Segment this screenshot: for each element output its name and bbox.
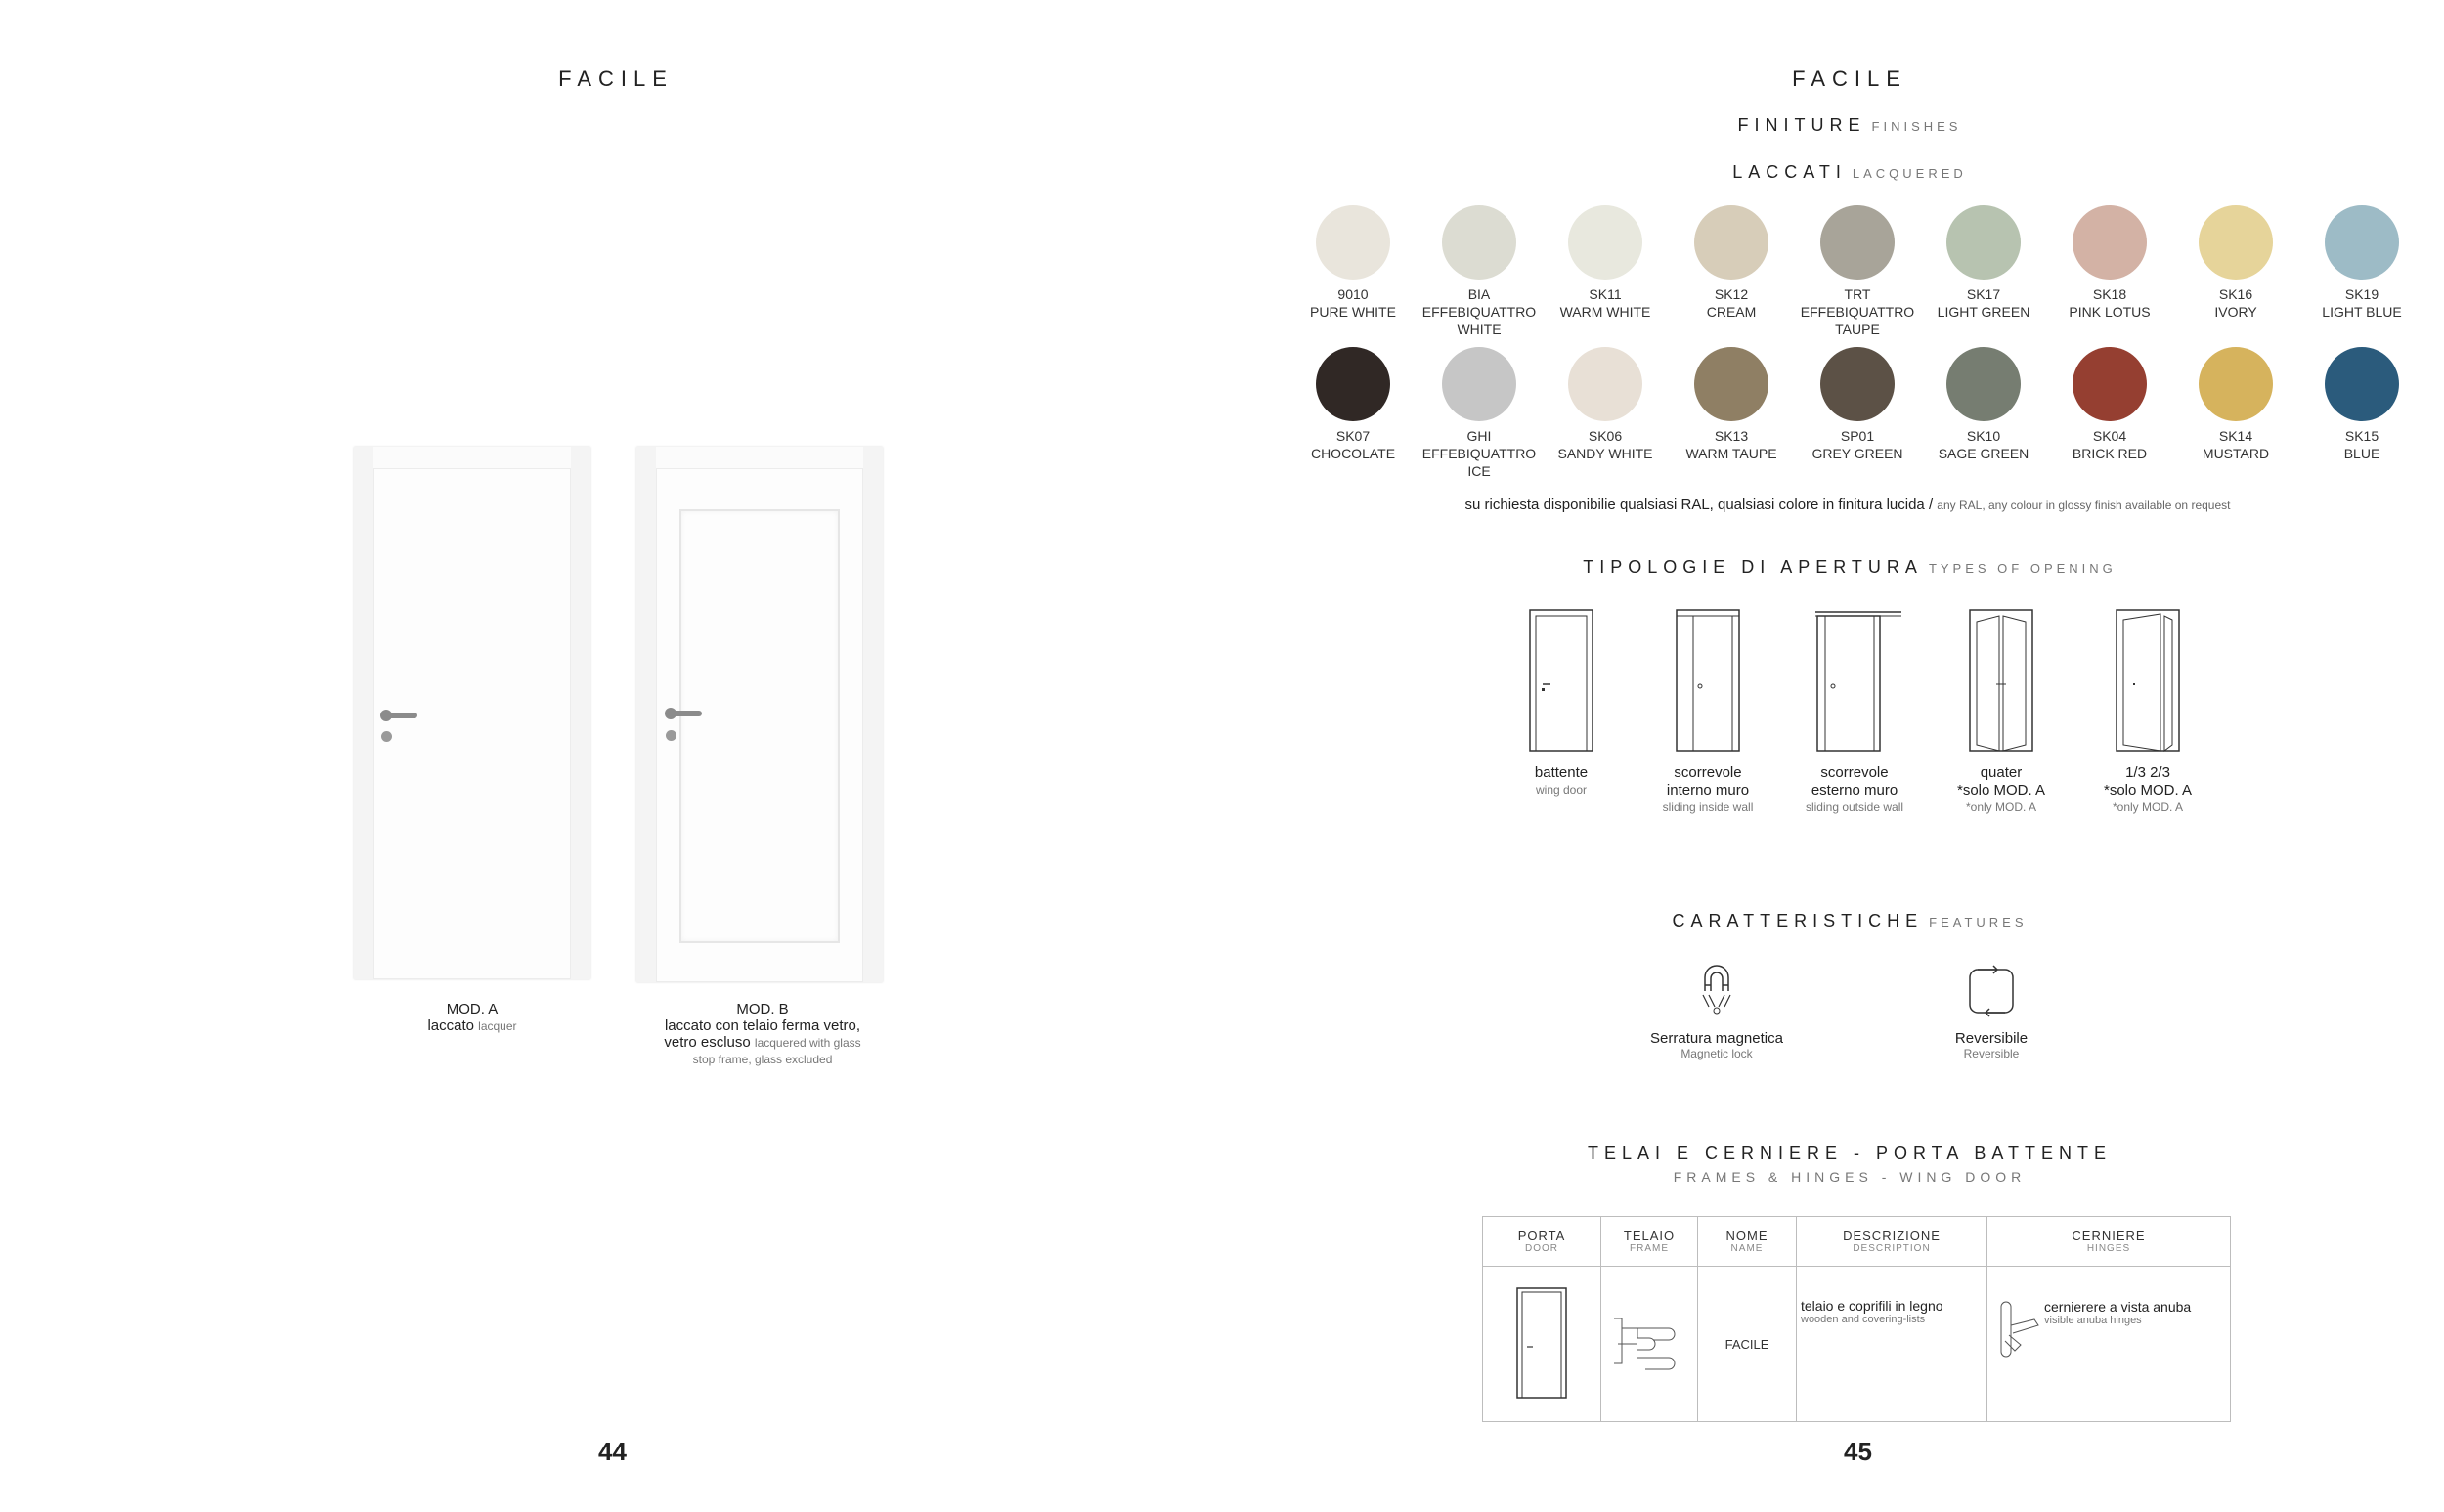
opening-type-wing bbox=[1488, 608, 1635, 798]
opening-heading bbox=[1459, 557, 2241, 578]
swatch-color-dot bbox=[1820, 205, 1895, 280]
frames-title: TELAI E CERNIERE - PORTA BATTENTE bbox=[1587, 1144, 2113, 1163]
swatch-code: GHI bbox=[1466, 428, 1492, 444]
opening-wing-l1: battente bbox=[1534, 764, 1589, 781]
ral-note-en: any RAL, any colour in glossy finish available on request bbox=[1937, 498, 2231, 512]
left-page-number: 44 bbox=[598, 1437, 627, 1466]
ral-note bbox=[1271, 497, 2424, 513]
door-mod-b-desc-line2: vetro escluso bbox=[664, 1034, 751, 1051]
col-frame: TELAIO FRAME bbox=[1601, 1217, 1698, 1267]
left-brand-title: FACILE bbox=[558, 66, 674, 91]
color-swatch bbox=[1285, 347, 1421, 462]
feature-magnetic-en: Magnetic lock bbox=[1680, 1047, 1753, 1060]
door-mod-b-desc-en-line2: stop frame, glass excluded bbox=[692, 1053, 833, 1066]
opening-quater-l1: quater bbox=[1980, 764, 2023, 781]
door-mod-b-model: MOD. B bbox=[736, 1001, 789, 1017]
swatch-color-dot bbox=[1442, 205, 1516, 280]
color-swatch bbox=[1537, 347, 1674, 462]
opening-sliding-inside-en: sliding inside wall bbox=[1662, 800, 1754, 814]
swatch-color-dot bbox=[1442, 347, 1516, 421]
swatch-name: PINK LOTUS bbox=[2069, 304, 2151, 320]
opening-sliding-outside-l2: esterno muro bbox=[1811, 782, 1898, 799]
swatch-color-dot bbox=[1568, 347, 1642, 421]
swatch-name: WARM TAUPE bbox=[1685, 446, 1777, 461]
swatch-code: SK07 bbox=[1335, 428, 1371, 444]
swatch-code: SK10 bbox=[1966, 428, 2001, 444]
swatch-code: SK17 bbox=[1966, 286, 2001, 302]
one-third-door-icon bbox=[2114, 608, 2182, 753]
door-mod-b-desc-en-line1: lacquered with glass bbox=[754, 1036, 861, 1050]
swatch-code: SK13 bbox=[1714, 428, 1749, 444]
feature-reversible bbox=[1884, 962, 2099, 1060]
swatch-name: LIGHT BLUE bbox=[2322, 304, 2402, 320]
swatch-color-dot bbox=[1316, 205, 1390, 280]
opening-sub: TYPES OF OPENING bbox=[1928, 561, 2117, 576]
cell-frame bbox=[1601, 1267, 1698, 1422]
swatch-color-dot bbox=[2073, 347, 2147, 421]
swatch-code: SK06 bbox=[1588, 428, 1623, 444]
swatch-name: SANDY WHITE bbox=[1557, 446, 1653, 461]
magnet-icon bbox=[1697, 962, 1736, 1020]
finishes-heading bbox=[1556, 115, 2143, 136]
reversible-icon bbox=[1964, 962, 2019, 1020]
swatch-code: SK18 bbox=[2092, 286, 2127, 302]
swatch-name: BRICK RED bbox=[2072, 446, 2148, 461]
swatch-name: CHOCOLATE bbox=[1310, 446, 1396, 461]
ral-note-it: su richiesta disponibilie qualsiasi RAL, qualsiasi colore in finitura lucida / bbox=[1464, 497, 1934, 513]
swatch-color-dot bbox=[1694, 347, 1768, 421]
color-swatch bbox=[1789, 205, 1926, 338]
color-swatch bbox=[1537, 205, 1674, 321]
feature-reversible-label: Reversibile bbox=[1954, 1030, 2029, 1047]
swatch-color-dot bbox=[2199, 205, 2273, 280]
color-swatch bbox=[1411, 347, 1548, 480]
opening-type-one-third bbox=[2074, 608, 2221, 815]
features-sub: FEATURES bbox=[1929, 915, 2028, 929]
color-swatch bbox=[2293, 205, 2430, 321]
swatch-name: LIGHT GREEN bbox=[1937, 304, 2030, 320]
swatch-color-dot bbox=[1946, 347, 2021, 421]
sliding-outside-wall-icon bbox=[1806, 608, 1903, 753]
table-row bbox=[1483, 1267, 2231, 1422]
feature-reversible-en: Reversible bbox=[1963, 1047, 2020, 1060]
opening-one-third-l2: *solo MOD. A bbox=[2103, 782, 2193, 799]
col-hinges: CERNIERE HINGES bbox=[1987, 1217, 2231, 1267]
swatch-code: SK19 bbox=[2344, 286, 2379, 302]
door-drawing-icon bbox=[1514, 1286, 1569, 1400]
cell-door bbox=[1483, 1267, 1601, 1422]
swatch-code: SP01 bbox=[1840, 428, 1875, 444]
swatch-color-dot bbox=[2073, 205, 2147, 280]
feature-magnetic-label: Serratura magnetica bbox=[1650, 1030, 1783, 1047]
color-swatch bbox=[1663, 347, 1800, 462]
opening-type-sliding-outside bbox=[1781, 608, 1928, 815]
opening-quater-en: *only MOD. A bbox=[1965, 800, 2037, 814]
hinges-main: cernierere a vista anuba bbox=[2044, 1299, 2192, 1315]
cell-name: FACILE bbox=[1698, 1267, 1797, 1422]
door-mod-a-image bbox=[354, 447, 590, 979]
door-mod-a-model: MOD. A bbox=[446, 1001, 499, 1017]
swatch-color-dot bbox=[1568, 205, 1642, 280]
swatch-color-dot bbox=[1694, 205, 1768, 280]
swatch-name: EFFEBIQUATTRO bbox=[1421, 446, 1537, 461]
swatch-name: GREY GREEN bbox=[1811, 446, 1903, 461]
desc-main: telaio e coprifili in legno bbox=[1801, 1298, 1943, 1314]
swatch-code: SK15 bbox=[2344, 428, 2379, 444]
swatch-code: SK16 bbox=[2218, 286, 2253, 302]
hinges-en: visible anuba hinges bbox=[2044, 1315, 2142, 1326]
opening-sliding-inside-l2: interno muro bbox=[1666, 782, 1750, 799]
swatch-name: CREAM bbox=[1706, 304, 1757, 320]
color-swatch bbox=[2167, 347, 2304, 462]
swatch-name: WHITE bbox=[1457, 322, 1502, 337]
swatch-name: TAUPE bbox=[1835, 322, 1880, 337]
swatch-name: PURE WHITE bbox=[1310, 304, 1396, 320]
opening-type-sliding-inside bbox=[1635, 608, 1781, 815]
finishes-title: FINITURE bbox=[1737, 115, 1866, 135]
hinge-icon bbox=[1991, 1296, 2046, 1364]
swatch-code: SK14 bbox=[2218, 428, 2253, 444]
swatch-color-dot bbox=[2325, 205, 2399, 280]
swatch-code: 9010 bbox=[1337, 286, 1369, 302]
swatch-name: MUSTARD bbox=[2202, 446, 2270, 461]
sliding-inside-wall-icon bbox=[1674, 608, 1742, 753]
opening-type-quater bbox=[1928, 608, 2074, 815]
door-mod-a-desc: laccato bbox=[427, 1017, 474, 1034]
right-brand-title: FACILE bbox=[1792, 66, 1907, 91]
col-door: PORTA DOOR bbox=[1483, 1217, 1601, 1267]
desc-en: wooden and covering-lists bbox=[1801, 1314, 1926, 1325]
opening-sliding-outside-l1: scorrevole bbox=[1820, 764, 1889, 781]
opening-sliding-outside-en: sliding outside wall bbox=[1805, 800, 1904, 814]
door-mod-b-image bbox=[636, 447, 883, 982]
frames-table bbox=[1482, 1216, 2231, 1422]
color-swatch bbox=[2041, 347, 2178, 462]
color-swatch bbox=[2293, 347, 2430, 462]
swatch-code: SK11 bbox=[1589, 286, 1622, 302]
swatch-color-dot bbox=[1820, 347, 1895, 421]
feature-magnetic-lock bbox=[1609, 962, 1824, 1060]
color-swatch bbox=[1663, 205, 1800, 321]
opening-sliding-inside-l1: scorrevole bbox=[1674, 764, 1742, 781]
cell-hinges bbox=[1987, 1267, 2231, 1422]
opening-title: TIPOLOGIE DI APERTURA bbox=[1583, 557, 1923, 577]
door-mod-b-caption bbox=[626, 1001, 899, 1068]
opening-quater-l2: *solo MOD. A bbox=[1956, 782, 2046, 799]
color-swatch bbox=[1285, 205, 1421, 321]
door-mod-a-desc-en: lacquer bbox=[478, 1019, 517, 1033]
features-heading bbox=[1556, 911, 2143, 931]
swatch-name: EFFEBIQUATTRO bbox=[1800, 304, 1915, 320]
swatch-color-dot bbox=[1946, 205, 2021, 280]
color-swatch bbox=[2041, 205, 2178, 321]
lacquered-sub: LACQUERED bbox=[1852, 166, 1967, 181]
swatch-code: BIA bbox=[1467, 286, 1491, 302]
color-swatch bbox=[1915, 205, 2052, 321]
swatch-color-dot bbox=[2199, 347, 2273, 421]
opening-one-third-en: *only MOD. A bbox=[2112, 800, 2184, 814]
opening-one-third-l1: 1/3 2/3 bbox=[2125, 764, 2170, 781]
quater-door-icon bbox=[1967, 608, 2035, 753]
col-name: NOME NAME bbox=[1698, 1217, 1797, 1267]
color-swatch bbox=[1789, 347, 1926, 462]
lacquered-title: LACCATI bbox=[1732, 162, 1847, 182]
swatch-name: SAGE GREEN bbox=[1938, 446, 2029, 461]
swatch-name: ICE bbox=[1467, 463, 1491, 479]
finishes-sub: FINISHES bbox=[1871, 119, 1962, 134]
color-swatch bbox=[2167, 205, 2304, 321]
frame-section-icon bbox=[1610, 1309, 1688, 1377]
right-page-number: 45 bbox=[1844, 1437, 1872, 1466]
swatch-color-dot bbox=[1316, 347, 1390, 421]
opening-wing-en: wing door bbox=[1535, 783, 1588, 797]
col-description: DESCRIZIONE DESCRIPTION bbox=[1797, 1217, 1987, 1267]
swatch-color-dot bbox=[2325, 347, 2399, 421]
swatch-code: SK04 bbox=[2092, 428, 2127, 444]
door-mod-a-caption bbox=[345, 1001, 599, 1035]
swatch-name: EFFEBIQUATTRO bbox=[1421, 304, 1537, 320]
swatch-code: SK12 bbox=[1714, 286, 1749, 302]
color-swatch bbox=[1915, 347, 2052, 462]
door-mod-b-desc-line1: laccato con telaio ferma vetro, bbox=[664, 1017, 861, 1034]
frames-table-header bbox=[1483, 1217, 2231, 1267]
swatch-name: WARM WHITE bbox=[1559, 304, 1651, 320]
swatch-name: BLUE bbox=[2343, 446, 2380, 461]
frames-sub: FRAMES & HINGES - WING DOOR bbox=[1673, 1169, 2027, 1185]
cell-description bbox=[1797, 1267, 1987, 1422]
lacquered-heading bbox=[1556, 162, 2143, 183]
swatch-name: IVORY bbox=[2214, 304, 2257, 320]
wing-door-icon bbox=[1527, 608, 1595, 753]
features-title: CARATTERISTICHE bbox=[1672, 911, 1924, 930]
color-swatch bbox=[1411, 205, 1548, 338]
swatch-code: TRT bbox=[1844, 286, 1871, 302]
